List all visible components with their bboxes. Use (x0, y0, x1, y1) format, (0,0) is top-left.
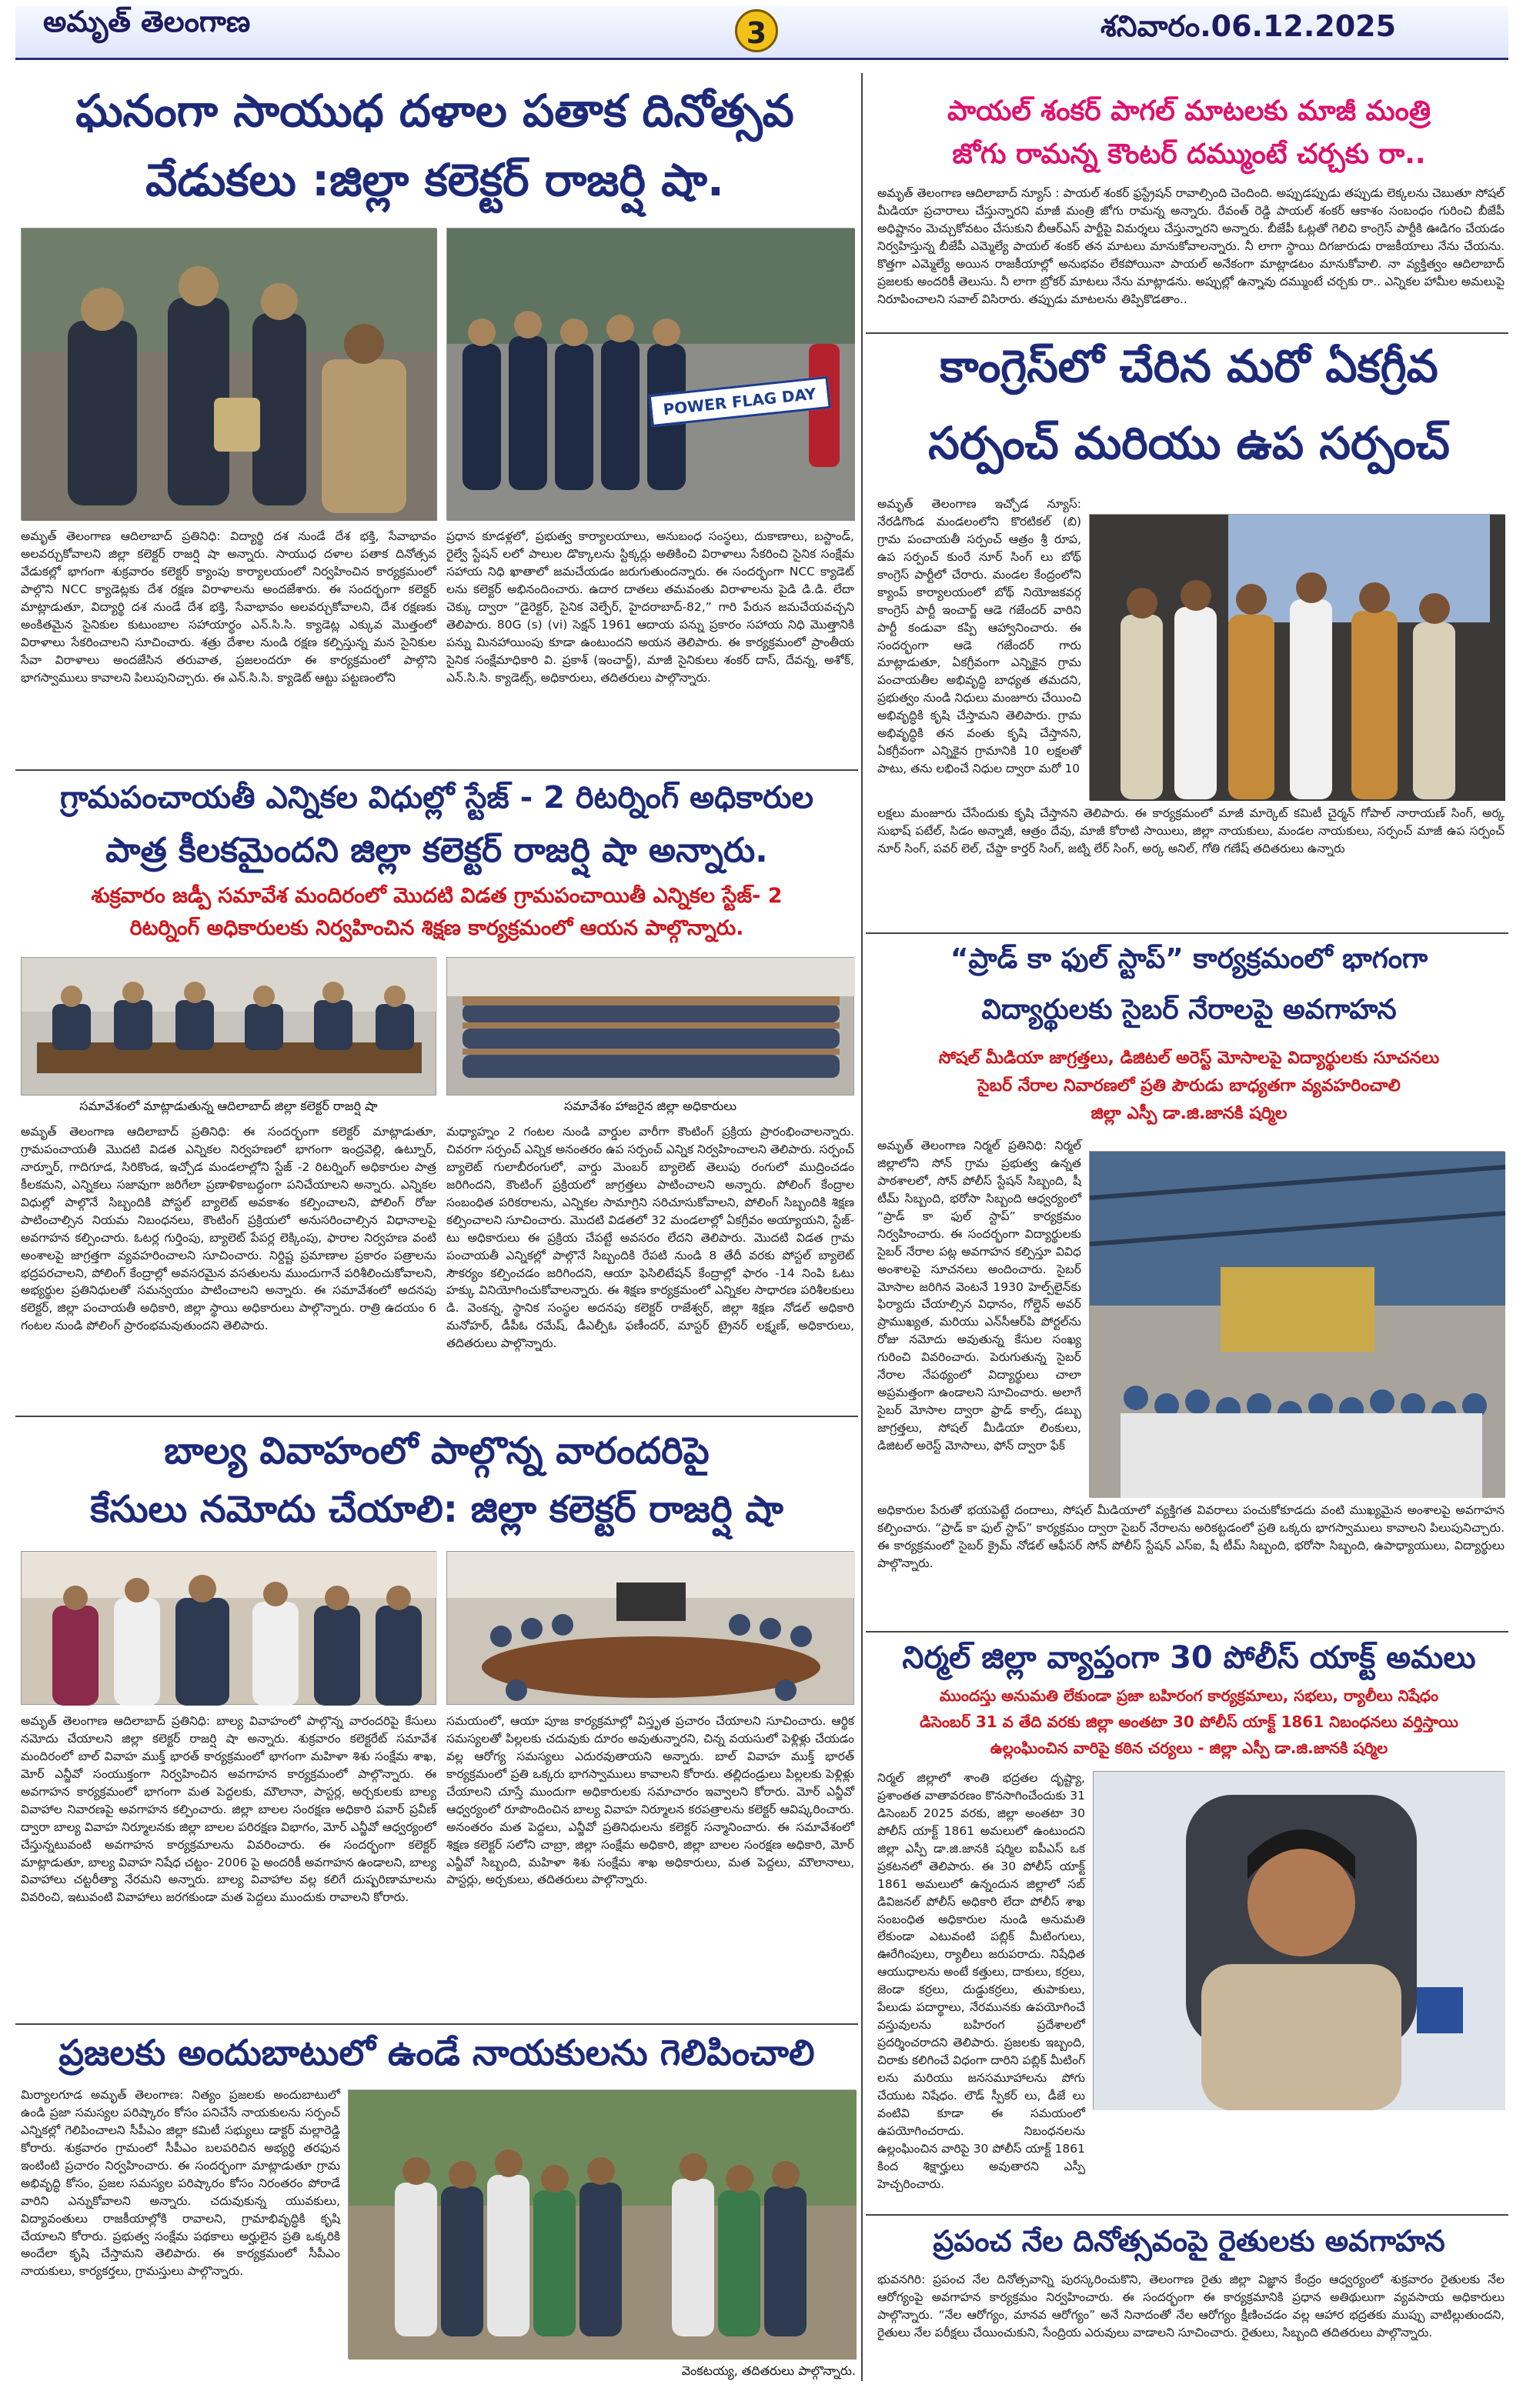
art7-headline-1: “ప్రాడ్ కా ఫుల్ స్టాప్” కార్యక్రమంలో భాగంగా (950, 943, 1428, 975)
art5-headline-2: జోగు రామన్న కౌంటర్ దమ్ముంటే చర్చకు రా.. (952, 138, 1426, 170)
section-divider (866, 1631, 1508, 1633)
art7-body: అమృత్ తెలంగాణ నిర్మల్ ప్రతినిధి: నిర్మల్ జిల్లాలోని సోన్ గ్రామ ప్రభుత్వ ఉన్నత పాఠశాలలో, సోన్ పోలీస్ స్టేషన్ సిబ్బంది, షీ టీమ్ సిబ్బంది, భరోసా సిబ్బంది ఆధ్వర్యంలో “ప్రాడ్ కా ఫుల్ స్టాప్” కార్యక్రమం నిర్వహించారు. ఈ సందర్భంగా విద్యార్థులకు సైబర్ నేరాల పట్ల అవగాహన కల్పిస్తూ వివిధ అంశాలపై సూచనలు అందించారు. సైబర్ మోసాల జరిగిన వెంటనే 1930 హెల్ప్‌లైన్‌కు ఫిర్యాదు చేయాల్సిన విధానం, గోల్డెన్ అవర్ ప్రాముఖ్యత, మరియు ఎన్‌సీఆర్‌పి పోర్టల్‌ను రోజు నమోదు అవుతున్న కేసుల సంఖ్య గురించి వివరించారు. పెరుగుతున్న సైబర్ నేరాల నేపథ్యంలో విద్యార్థులు చాలా అప్రమత్తంగా ఉండాలని సూచించారు. అలాగే సైబర్ మోసాల ద్వారా ఫ్రాడ్ కాల్స్, డబ్బు జాగ్రత్తలు, సోషల్ మీడియా లింకులు, డిజిటల్ అరెస్ట్ మోసాలు, ఫోన్ ద్వారా ఫేక్ (877, 1139, 1081, 1452)
art8-photo-sp (1093, 1771, 1505, 2110)
art4-headline: ప్రజలకు అందుబాటులో ఉండే నాయకులను గెలిపించాలి (58, 2032, 815, 2073)
art6-headline-1: కాంగ్రెస్‌లో చేరిన మరో ఏకగ్రీవ (940, 340, 1438, 392)
art8-subhead-2: డిసెంబర్ 31 వ తేది వరకు జిల్లా అంతటా 30 పోలీస్ యాక్ట్ 1861 నిబంధనలు వర్తిస్తాయి (920, 1713, 1458, 1731)
art7-subhead-1: సోషల్ మీడియా జాగ్రత్తలు, డిజిటల్ అరెస్ట్ మోసాలపై విద్యార్థులకు సూచనలు (938, 1049, 1440, 1068)
section-divider (15, 769, 858, 771)
issue-date: శనివారం.06.12.2025 (1101, 9, 1397, 43)
paper-name: అమృత్ తెలంగాణ (43, 5, 251, 38)
section-divider (866, 332, 1508, 334)
art7-photo (1089, 1151, 1505, 1497)
art6-headline-2: సర్పంచ్ మరియు ఉప సర్పంచ్ (928, 417, 1450, 469)
art3-photo-right (446, 1551, 854, 1705)
art6-body-continued: లక్షలు మంజూరు చేసేందుకు కృషి చేస్తానని తెలిపారు. ఈ కార్యక్రమంలో మాజీ మార్కెట్ కమిటీ చైర్మన్ గోపాల్ నారాయణ్ సింగ్, అర్క సుభాష్ పటేల్, సిడం అన్నాజీ, ఆత్రం దేవు, మాజీ కోరాటి సాయిలు, జిల్లా నాయకులు, మండల నాయకులు, సర్పంచ్ మాజీ ఉప సర్పంచ్ నూర్ సింగ్, పవర్ లెల్, చేప్డా కార్తర్ సింగ్, జట్ని లేర్ సింగ్, అర్క అనిల్, గోతి గణేష్ తదితరులు ఉన్నారు (877, 806, 1505, 855)
power-flag-day-banner: POWER FLAG DAY (649, 376, 831, 427)
art9-headline: ప్రపంచ నేల దినోత్సవంపై రైతులకు అవగాహన (933, 2224, 1445, 2258)
art6-body: అమృత్ తెలంగాణ ఇచ్చోడ న్యూస్: నేరడిగొండ మండలంలోని కొరటికల్ (బి) గ్రామ పంచాయతీ సర్పంచ్ ఆత్రం శ్రీ రూప, ఉప సర్పంచ్ కుంరే నూర్ సింగ్ లు బోథ్ కాంగ్రెస్ పార్టీలో చేరారు. మండల కేంద్రంలోని క్యాంప్ కార్యాలయంలో బోథ్ నియోజకవర్గ కాంగ్రెస్ పార్టీ ఇంచార్జ్ ఆడె గజేందర్ వారిని పార్టీ కండువా కప్పి ఆహ్వానించారు. ఈ సందర్భంగా ఆడె గజేందర్ గారు మాట్లాడుతూ, ఏకగ్రీవంగా ఎన్నికైన గ్రామ పంచాయతీల అభివృద్ధి బాధ్యత తమదని, ప్రభుత్వం నుండి నిధులు మంజూరు చేయించి అభివృద్ధికి కృషి చేస్తామని తెలిపారు. గ్రామ అభివృద్ధికి తన వంతు కృషి చేస్తానని, ఏకగ్రీవంగా ఎన్నికైన గ్రామానికి 10 లక్షలతో పాటు, తను లభించే నిధుల ద్వారా మరో 10 (877, 497, 1081, 776)
section-divider (15, 1416, 858, 1417)
art1-photo-left (21, 228, 436, 520)
art3-body-left: అమృత్ తెలంగాణ ఆదిలాబాద్ ప్రతినిధి: బాల్య వివాహంలో పాల్గొన్న వారందరిపై కేసులు నమోదు చేయాలని జిల్లా కలెక్టర్ రాజర్షి షా అన్నారు. శుక్రవారం కలెక్టరేట్ సమావేశ మందిరంలో బాల్ వివాహ ముక్త్ భారత్ కార్యక్రమంలో భాగంగా మహిళా శిశు సంక్షేమ శాఖ, మోర్ ఎన్జీవో సంయుక్తంగా నిర్వహించిన అవగాహన కార్యక్రమంలో పాల్గొన్నారు. ఈ అవగాహన కార్యక్రమంలో భాగంగా మత పెద్దలకు, మౌలానా, పాస్టర్ల, అర్చకులకు బాల్య వివాహాల నివారణపై అవగాహన కల్పించారు. జిల్లా బాలల సంరక్షణ అధికారి పవార్ ప్రవీణ్ ద్వారా బాల్య వివాహ నిర్మూలనకు జిల్లా బాలల పరిరక్షణ విభాగం, మోర్ ఎన్జీవో ఆధ్వర్యంలో చేస్తున్నటువంటి అవగాహన కార్యక్రమాలను వివరించారు. ఈ సందర్భంగా కలెక్టర్ మాట్లాడుతూ, బాల్య వివాహ నిషేధ చట్టం- 2006 పై అందరికీ అవగాహన ఉండాలని, బాల్య వివాహాలు చట్టరీత్యా నేరమని అన్నారు. బాల్య వివాహాల వల్ల కలిగే దుష్పరిణామాలను వివరించి, ఇటువంటి వివాహాలు జరగకుండా మత పెద్దలు ముందుకు రావాలని కోరారు. (21, 1714, 436, 1905)
art2-caption-right: సమావేశం హాజరైన జిల్లా అధికారులు (563, 1099, 737, 1113)
art3-headline-2: కేసులు నమోదు చేయాలి: జిల్లా కలెక్టర్ రాజర్షి షా (90, 1488, 783, 1531)
art8-subhead-3: ఉల్లంఘించిన వారిపై కఠిన చర్యలు - జిల్లా ఎస్పీ డా.జి.జానకి షర్మిల (990, 1739, 1388, 1757)
column-divider (861, 73, 863, 2381)
art1-headline-2: వేడుకలు :జిల్లా కలెక్టర్ రాజర్షి షా. (145, 154, 724, 206)
art8-subhead-1: ముందస్తు అనుమతి లేకుండా ప్రజా బహిరంగ కార్యక్రమాలు, సభలు, ర్యాలీలు నిషేధం (939, 1686, 1439, 1705)
art3-photo-left (21, 1551, 436, 1705)
art1-photo-right (446, 228, 854, 520)
art8-body: నిర్మల్ జిల్లాలో శాంతి భద్రతల దృష్ట్యా, ప్రశాంతత వాతావరణం కొనసాగించేందుకు 31 డిసెంబర్ 2025 వరకు, జిల్లా అంతటా 30 పోలీస్ యాక్ట్ 1861 అమలులో ఉంటుందని జిల్లా ఎస్పీ డా.జి.జానకి షర్మిల ఐపీఎస్ ఒక ప్రకటనలో తెలిపారు. ఈ 30 పోలీస్ యాక్ట్ 1861 అమలులో ఉన్నందున జిల్లాలో సబ్ డివిజనల్ పోలీస్ అధికారి లేదా పోలీస్ శాఖ సంబంధిత అధికారుల నుండి అనుమతి లేకుండా ఎటువంటి పబ్లిక్ మీటింగులు, ఊరేగింపులు, ర్యాలీలు జరుపరాదు. నిషేధిత ఆయుధాలను అంటే కత్తులు, దాకులు, కర్రలు, జెండా కర్రలు, దుడ్డుకర్రలు, తుపాకులు, పేలుడు పదార్థాలు, నేరమునకు ఉపయోగించే వస్తువులను బహిరంగ ప్రదేశాలలో ప్రదర్శించరాదని తెలిపారు. ప్రజలకు ఇబ్బంది, చిరాకు కలిగించే విధంగా దారిని పబ్లిక్ మీటింగ్ లను మరియు జనసమూహాలను పోగు చేయుట నిషేధం. లౌడ్ స్పీకర్ లు, డీజే లు వంటివి కూడా ఈ సమయంలో ఉపయోగించరాదు. నిబంధనలను ఉల్లంఘించిన వారిపై 30 పోలీస్ యాక్ట్ 1861 కింద శిక్షార్హులు అవుతారని ఎస్పీ హెచ్చరించారు. (877, 1771, 1085, 2191)
art4-caption: వెంకటయ్య, తదితరులు పాల్గొన్నారు. (681, 2363, 856, 2378)
art1-body-right: ప్రధాన కూడళ్లలో, ప్రభుత్వ కార్యాలయాలు, అనుబంధ సంస్థలు, దుకాణాలు, బస్టాండ్, రైల్వే స్టేషన్ లలో పాలుల డొక్కాలను స్టిక్కర్లు అతికించి విరాళాలు సేకరించి సైనిక సంక్షేమ సహాయ నిధి ఖాతాలో జమచేయడం జరుగుతుందన్నారు. ఈ సందర్భంగా NCC క్యాడెట్ లను కలెక్టర్ అభినందించారు. ఉదార దాతలు తమవంతు విరాళాలను పైడి డి.డి. లేదా చెక్కు ద్వారా “డైరెక్టర్, సైనిక వెల్ఫేర్, హైదరాబాద్-82,” గారి పేరున జమచేయవచ్చని తెలిపారు. 80G (s) (vi) సెక్షన్ 1961 ఆదాయ పన్ను ప్రకారం సహాయ నిధి మొత్తానికి పన్ను మినహాయింపు కూడా ఉంటుందని అయన తెలిపారు. ఈ కార్యక్రమంలో ప్రాంతీయ సైనిక సంక్షేమాధికారి వి. ప్రకాశ్ (ఇంచార్జ్), మాజీ సైనికులు శంకర్ దాస్, దేవన్న, అశోక్, ఎన్.సి.సి. క్యాడెట్స్, అధికారులు, తదితరులు పాల్గొన్నారు. (446, 529, 854, 685)
section-divider (866, 2214, 1508, 2216)
art7-subhead-3: జిల్లా ఎస్పీ డా.జి.జానకి షర్మిల (1090, 1104, 1288, 1123)
art4-photo (348, 2089, 856, 2359)
art2-caption-left: సమావేశంలో మాట్లాడుతున్న ఆదిలాబాద్ జిల్లా కలెక్టర్ రాజర్షి షా (79, 1099, 378, 1113)
art7-headline-2: విద్యార్థులకు సైబర్ నేరాలపై అవగాహన (981, 994, 1397, 1026)
art2-subhead-2: రిటర్నింగ్ అధికారులకు నిర్వహించిన శిక్షణ కార్యక్రమంలో ఆయన పాల్గొన్నారు. (129, 916, 744, 940)
art8-headline: నిర్మల్ జిల్లా వ్యాప్తంగా 30 పోలీస్ యాక్ట్ అమలు (902, 1640, 1476, 1676)
art8-body-continued (877, 2113, 1505, 2197)
art7-subhead-2: సైబర్ నేరాల నివారణలో ప్రతి పౌరుడు బాధ్యతగా వ్యవహరించాలి (977, 1076, 1401, 1096)
art9-body: భువనగిరి: ప్రపంచ నేల దినోత్సవాన్ని పురస్కరించుకొని, తెలంగాణ రైతు జిల్లా విజ్ఞాన కేంద్రం ఆధ్వర్యంలో శుక్రవారం రైతులకు నేల ఆరోగ్యంపై అవగాహన కార్యక్రమం నిర్వహించారు. ఈ సందర్భంగా ఈ కార్యక్రమానికి ప్రధాన అతిథులుగా వ్యవసాయ అధికారులు పాల్గొన్నారు. “నేల ఆరోగ్యం, మానవ ఆరోగ్యం” అనే నినాదంతో నేల ఆరోగ్యం క్షీణించడం వల్ల ఆహార భద్రతకు ముప్పు వాటిల్లుతుందని, రైతులు నేల పరీక్షలు చేయించుకుని, సేంద్రియ ఎరువులు వాడాలని సూచించారు. రైతులు, సిబ్బంది తదితరులు పాల్గొన్నారు. (877, 2273, 1505, 2340)
art2-headline-1: గ్రామపంచాయతీ ఎన్నికల విధుల్లో స్టేజ్ - 2 రిటర్నింగ్ అధికారుల (60, 780, 813, 815)
art2-photo-left (21, 957, 436, 1096)
section-divider (866, 932, 1508, 934)
page-number-badge: 3 (735, 9, 778, 52)
art3-body-right: సమయంలో, ఆయా పూజ కార్యక్రమాల్లో విస్తృత ప్రచారం చేయాలని సూచించారు. ఆర్థిక సమస్యలతో పిల్లలకు చదువుకు దూరం అవుతున్నారని, చిన్న వయసులో పెళ్లిళ్లు చేయడం వల్ల ఆరోగ్య సమస్యలు ఎదురవుతాయని అన్నారు. బాల్ వివాహ ముక్త్ భారత్ కార్యక్రమంలో ప్రతి ఒక్కరు భాగస్వాములు కావాలని కోరారు. తల్లిదండ్రులు పిల్లలకు పెళ్లిళ్లు చేయాలని చూస్తే ముందుగా అధికారులకు సమాచారం ఇవ్వాలని కోరారు. మోర్ ఎన్జీవో ఆధ్వర్యంలో రూపొందించిన బాల్య వివాహ నిర్మూలన కరపత్రాలను కలెక్టర్ ఆవిష్కరించారు. అనంతరం మత పెద్దలు, ఎన్జీవో ప్రతినిధులను కలెక్టర్ సన్మానించారు. ఈ సమావేశంలో శిక్షణ కలెక్టర్ సలోని చాబ్రా, జిల్లా సంక్షేమ అధికారి, జిల్లా బాలల సంరక్షణ అధికారి, మోర్ ఎన్జీవో సిబ్బంది, మహిళా శిశు సంక్షేమ శాఖ అధికారులు, మత పెద్దలు, మౌలానాలు, పాస్టర్లు, అర్చకులు, తదితరులు పాల్గొన్నారు. (446, 1714, 854, 1887)
art2-subhead-1: శుక్రవారం జడ్పీ సమావేశ మందిరంలో మొదటి విడత గ్రామపంచాయితీ ఎన్నికల స్టేజ్- 2 (91, 884, 783, 908)
art2-headline-2: పాత్ర కీలకమైందని జిల్లా కలెక్టర్ రాజర్షి షా అన్నారు. (105, 831, 768, 870)
art5-body: అమృత్ తెలంగాణ ఆదిలాబాద్ న్యూస్ : పాయల్ శంకర్ ఫ్రస్ట్రేషన్ రావాల్సింది చెందింది. అప్పుడప్పుడు తప్పుడు లెక్కలను చెబుతూ సోషల్ మీడియా ప్రచారాలు చేస్తున్నారని మాజీ మంత్రి జోగు రామన్న అన్నారు. రేవంత్ రెడ్డి పాయల్ శంకర్ ఆకాశం సంబంధం గురించి బీజేపీ అధిష్టానం మెచ్చుకోవటం చేసుకుని బీఆర్ఎస్ పార్టీపై విమర్శలు చేస్తున్నారని అన్నారు. బీజేపీ ఓట్లతో గెలిచి కాంగ్రెస్ పార్టీకి ఊడిగం చేయడం నిర్వహిస్తున్న బీజేపీ ఎమ్మెల్యే పాయల్ శంకర్ తన మాటలు మానుకోవాలన్నారు. నీ లాగా స్థాయి దిగజారుడు రాజకీయాలు నేను చేయను. కొత్తగా ఎమ్మెల్యే అయిన రాజకీయాల్లో అనుభవం లేకపోయినా పాయల్ అనేకంగా మాట్లాడటం మానుకోవాలి. నా వ్యక్తిత్వం ఆదిలాబాద్ ప్రజలకు అందరికీ తెలుసు. నీ లాగా బ్రోకర్ మాటలు నేను మాట్లాడను. అప్పుల్లో ఉన్నావు దమ్ముంటే చర్చకు రా.. ఎన్నికల హామీల అమలుపై నిరూపించాలని సవాల్ విసిరారు. తప్పుడు మాటలను తిప్పికొడతాం.. (877, 186, 1505, 306)
art6-photo (1089, 514, 1505, 800)
section-divider (15, 2023, 858, 2025)
art3-headline-1: బాల్య వివాహంలో పాల్గొన్న వారందరిపై (164, 1429, 710, 1472)
art2-body-left: అమృత్ తెలంగాణ ఆదిలాబాద్ ప్రతినిధి: ఈ సందర్భంగా కలెక్టర్ మాట్లాడుతూ, గ్రామపంచాయతీ మొదటి విడత ఎన్నికల నిర్వహణలో భాగంగా ఇంద్రవెల్లి, ఉట్నూర్, నార్నూర్, గాదిగూడ, సిరికొండ, ఇచ్చోడ మండలాల్లోని స్టేజ్ -2 రిటర్నింగ్ అధికారుల పాత్ర కీలకమని, ఎన్నికలు సజావుగా జరిగేలా ప్రణాళికాబద్ధంగా పనిచేయాలని అన్నారు. ఎన్నికల విధుల్లో పాల్గొనే సిబ్బందికి పోస్టల్ బ్యాలెట్ అవకాశం కల్పించాలని, పోలింగ్ రోజు పాటించాల్సిన నియమ నిబంధనలు, కౌంటింగ్ ప్రక్రియలో అనుసరించాల్సిన విధానాలపై అవగాహన కల్పించారు. ఓటర్ల గుర్తింపు, బ్యాలెట్ పేపర్ల లెక్కింపు, ఫారాల నిర్వహణ వంటి అంశాలపై జాగ్రత్తగా వ్యవహరించాలని సూచించారు. నిర్దిష్ట ప్రమాణాల ప్రకారం పత్రాలను భద్రపరచాలని, పోలింగ్ కేంద్రాల్లో అవసరమైన వసతులను ముందుగానే పరిశీలించుకోవాలని, అభ్యర్థుల ప్రతినిధులతో సమన్వయం పాటించాలని అన్నారు. ఈ సమావేశంలో అదనపు కలెక్టర్, జిల్లా పంచాయతీ అధికారి, జిల్లా స్థాయి అధికారులు పాల్గొన్నారు. రాత్రి ఉదయం 6 గంటల నుండి పోలింగ్ ప్రారంభమవుతుందని తెలిపారు. (21, 1125, 436, 1333)
art2-photo-right (446, 957, 854, 1096)
art5-headline-1: పాయల్ శంకర్ పాగల్ మాటలకు మాజీ మంత్రి (947, 95, 1431, 127)
art1-body-left: అమృత్ తెలంగాణ ఆదిలాబాద్ ప్రతినిధి: విద్యార్థి దశ నుండే దేశ భక్తి, సేవాభావం అలవర్చుకోవాలని జిల్లా కలెక్టర్ రాజర్షి షా అన్నారు. సాయుధ దళాల పతాక దినోత్సవ వేడుకల్లో భాగంగా శుక్రవారం కలెక్టర్ క్యాంపు కార్యాలయంలో నిర్వహించిన కార్యక్రమంలో పాల్గొని NCC క్యాడెట్లకు దేశ రక్షణ విరాళాలను అందజేశారు. ఈ సందర్భంగా కలెక్టర్ మాట్లాడుతూ, విద్యార్థి దశ నుండే దేశ భక్తి, సేవాభావం అలవర్చుకోవాలని, దేశ రక్షణకు అంకితమైన సైనికుల కుటుంబాల సహాయార్థం ఎన్.సి.సి. క్యాడెట్ల ఎక్కువ మొత్తంలో విరాళాలు సేకరించాలని సూచించారు. శత్రు దేశాల నుండి రక్షణ కల్పిస్తున్న మన సైనికుల సేవా విరాళాలు అందజేసిన తరువాత, ప్రజలందరూ ఈ కార్యక్రమంలో పాల్గొని భాగస్వాములు కావాలని పిలుపునిచ్చారు. ఈ ఎన్.సి.సి. క్యాడెట్ ఆట్టు పట్టణంలోని (21, 529, 436, 685)
art2-body-right: మధ్యాహ్నం 2 గంటల నుండి వార్డుల వారీగా కౌంటింగ్ ప్రక్రియ ప్రారంభించాలన్నారు. చివరగా సర్పంచ్ ఎన్నిక అనంతరం ఉప సర్పంచ్ ఎన్నిక నిర్వహించాలని తెలిపారు. సర్పంచ్ బ్యాలెట్ గులాబీరంగులో, వార్డు మెంబర్ బ్యాలెట్ తెలుపు రంగులో ముద్రించడం జరిగిందని, కౌంటింగ్ ప్రక్రియలో జాగ్రత్తలు పాటించాలని అన్నారు. పోలింగ్ కేంద్రాల సంబంధిత పరికరాలను, ఎన్నికల సామాగ్రిని సరిచూసుకోవాలని, పోలింగ్ సిబ్బందికి శిక్షణ కల్పించాలని సూచించారు. మొదటి విడతలో 32 మండలాల్లో ఏకగ్రీవం అయ్యాయని, స్టేజ్- టు అధికారులు ఈ ప్రక్రియ చేపట్టే అవసరం లేదని తెలిపారు. మొదటి విడత గ్రామ పంచాయతీ ఎన్నికల్లో పాల్గొనే సిబ్బందికి రేపటి నుండి 8 తేదీ వరకు పోస్టల్ బ్యాలెట్ సౌకర్యం కల్పించడం జరిగిందని, ఆయా ఫెసిలిటేషన్ కేంద్రాల్లో ఫారం -14 నింపి ఓటు హక్కు వినియోగించుకోవాలన్నారు. ఈ శిక్షణ కార్యక్రమంలో ఎన్నికల సాధారణ పరిశీలకులు డి. వెంకన్న, స్థానిక సంస్థల అదనపు కలెక్టర్ రాజేశ్వర్, జిల్లా శిక్షణ నోడల్ అధికారి మనోహర్, డీపీఓ రమేష్, డీఎల్పీఓ ఫణీందర్, మాస్టర్ ట్రైనర్ లక్ష్మణ్, అధికారులు, తదితరులు పాల్గొన్నారు. (446, 1125, 854, 1351)
art1-headline-1: ఘనంగా సాయుధ దళాల పతాక దినోత్సవ (75, 85, 794, 137)
art7-body-continued: అధికారుల పేరుతో భయపెట్టే దందాలు, సోషల్ మీడియాలో వ్యక్తిగత వివరాలు పంచుకోకూడదు వంటి ముఖ్యమైన అంశాలపై అవగాహన కల్పించారు. “ప్రాడ్ కా ఫుల్ స్టాప్” కార్యక్రమం ద్వారా సైబర్ నేరాలను అరికట్టడంలో ప్రతి ఒక్కరు భాగస్వాములు కావాలని పిలుపునిచ్చారు. ఈ కార్యక్రమంలో సైబర్ క్రైమ్ నోడల్ ఆఫీసర్ సోన్ పోలీస్ స్టేషన్ ఎస్ఐ, షీ టీమ్ సిబ్బంది, భరోసా సిబ్బంది, ఉపాధ్యాయులు, విద్యార్థులు పాల్గొన్నారు. (877, 1503, 1505, 1570)
art4-body: మిర్యాలగూడ అమృత్ తెలంగాణ: నిత్యం ప్రజలకు అందుబాటులో ఉండి ప్రజా సమస్యల పరిష్కారం కోసం పనిచేసే నాయకులను సర్పంచ్ ఎన్నికల్లో గెలిపించాలని సీపీఎం జిల్లా కమిటీ సభ్యులు డాక్టర్ మల్లారెడ్డి కోరారు. శుక్రవారం గ్రామంలో సీపీఎం బలపరిచిన అభ్యర్థి తరఫున ఇంటింటి ప్రచారం నిర్వహించారు. ఈ సందర్భంగా మాట్లాడుతూ గ్రామ అభివృద్ధి కోసం, ప్రజల సమస్యల పరిష్కారం కోసం నిరంతరం పోరాడే వారిని ఎన్నుకోవాలని అన్నారు. చదువుకున్న యువకులు, విద్యావంతులు రాజకీయాల్లోకి రావాలని, గ్రామాభివృద్ధికి కృషి చేయాలని కోరారు. ప్రభుత్వ సంక్షేమ పథకాలు అర్హులైన ప్రతి ఒక్కరికి అందేలా కృషి చేస్తామని తెలిపారు. ఈ కార్యక్రమంలో సీపీఎం నాయకులు, కార్యకర్తలు, గ్రామస్తులు పాల్గొన్నారు. (21, 2088, 340, 2279)
